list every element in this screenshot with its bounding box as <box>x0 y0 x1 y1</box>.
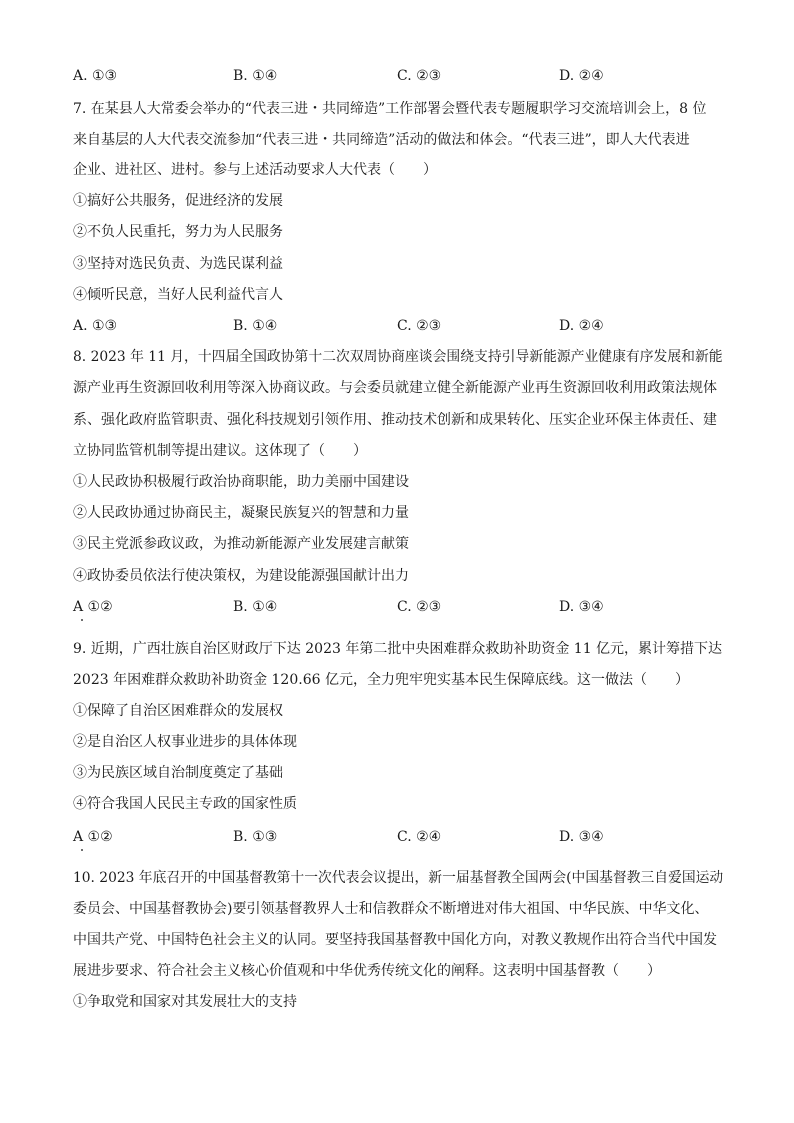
option-a: A. ①③ <box>73 318 118 334</box>
option-c: C. ②③ <box>397 599 442 615</box>
option-d: D. ②④ <box>559 318 604 334</box>
option-b: B. ①④ <box>233 68 278 84</box>
option-d: D. ③④ <box>559 599 604 615</box>
answer-options <box>73 828 733 846</box>
question-stem-line: 2023 年困难群众救助补助资金 120.66 亿元，全力兜牢兜实基本民生保障底线。这一做法（ ） <box>73 672 689 688</box>
statement-item: ①搞好公共服务，促进经济的发展 <box>73 193 283 209</box>
option-c: C. ②④ <box>397 829 442 845</box>
question-stem-line: 来自基层的人大代表交流参加“代表三进・共同缔造”活动的做法和体会。“代表三进”，即人大代表进 <box>73 132 690 148</box>
option-c: C. ②③ <box>397 68 442 84</box>
question-stem-line: 9. 近期，广西壮族自治区财政厅下达 2023 年第二批中央困难群众救助补助资金 11 亿元，累计筹措下达 <box>73 641 723 657</box>
previous-question-options <box>73 67 733 85</box>
option-b: B. ①④ <box>233 599 278 615</box>
option-b: B. ①④ <box>233 318 278 334</box>
question-stem-line: 10. 2023 年底召开的中国基督教第十一次代表会议提出，新一届基督教全国两会(中国基督教三自爱国运动 <box>73 870 724 886</box>
statement-item: ④政协委员依法行使决策权，为建设能源强国献计出力 <box>73 568 409 584</box>
question-stem-line: 8. 2023 年 11 月，十四届全国政协第十二次双周协商座谈会围绕支持引导新能源产业健康有序发展和新能 <box>73 349 723 365</box>
statement-item: ③民主党派参政议政，为推动新能源产业发展建言献策 <box>73 536 409 552</box>
option-d: D. ②④ <box>559 68 604 84</box>
option-d: D. ③④ <box>559 829 604 845</box>
statement-item: ④符合我国人民民主专政的国家性质 <box>73 796 297 812</box>
answer-options <box>73 317 733 335</box>
statement-item: ②不负人民重托，努力为人民服务 <box>73 224 283 240</box>
option-a: A. ①③ <box>73 68 118 84</box>
statement-item: ②是自治区人权事业进步的具体体现 <box>73 734 297 750</box>
question-stem-line: 立协同监管机制等提出建议。这体现了（ ） <box>73 443 367 459</box>
scan-speck <box>81 619 83 621</box>
option-b: B. ①③ <box>233 829 278 845</box>
question-stem-line: 系、强化政府监管职责、强化科技规划引领作用、推动技术创新和成果转化、压实企业环保主体责任、建 <box>73 412 717 428</box>
statement-item: ①人民政协积极履行政治协商职能，助力美丽中国建设 <box>73 474 409 490</box>
statement-item: ③坚持对选民负责、为选民谋利益 <box>73 256 283 272</box>
statement-item: ③为民族区域自治制度奠定了基础 <box>73 765 283 781</box>
statement-item: ②人民政协通过协商民主，凝聚民族复兴的智慧和力量 <box>73 505 409 521</box>
question-stem-line: 展进步要求、符合社会主义核心价值观和中华优秀传统文化的阐释。这表明中国基督教（ ） <box>73 963 661 979</box>
statement-item: ④倾听民意，当好人民利益代言人 <box>73 287 283 303</box>
question-stem-line: 7. 在某县人大常委会举办的“代表三进・共同缔造”工作部署会暨代表专题履职学习交流培训会上，8 位 <box>73 101 707 117</box>
answer-options <box>73 598 733 616</box>
option-a: A ①② <box>73 829 113 845</box>
question-stem-line: 源产业再生资源回收利用等深入协商议政。与会委员就建立健全新能源产业再生资源回收利用政策法规体 <box>73 380 717 396</box>
question-stem-line: 委员会、中国基督教协会)要引领基督教界人士和信教群众不断增进对伟大祖国、中华民族、中华文化、 <box>73 901 709 917</box>
question-stem-line: 企业、进社区、进村。参与上述活动要求人大代表（ ） <box>73 162 437 178</box>
statement-item: ①争取党和国家对其发展壮大的支持 <box>73 994 297 1010</box>
option-c: C. ②③ <box>397 318 442 334</box>
option-a: A ①② <box>73 599 113 615</box>
scan-speck <box>81 849 83 851</box>
question-stem-line: 中国共产党、中国特色社会主义的认同。要坚持我国基督教中国化方向，对教义教规作出符合当代中国发 <box>73 932 717 948</box>
statement-item: ①保障了自治区困难群众的发展权 <box>73 703 283 719</box>
